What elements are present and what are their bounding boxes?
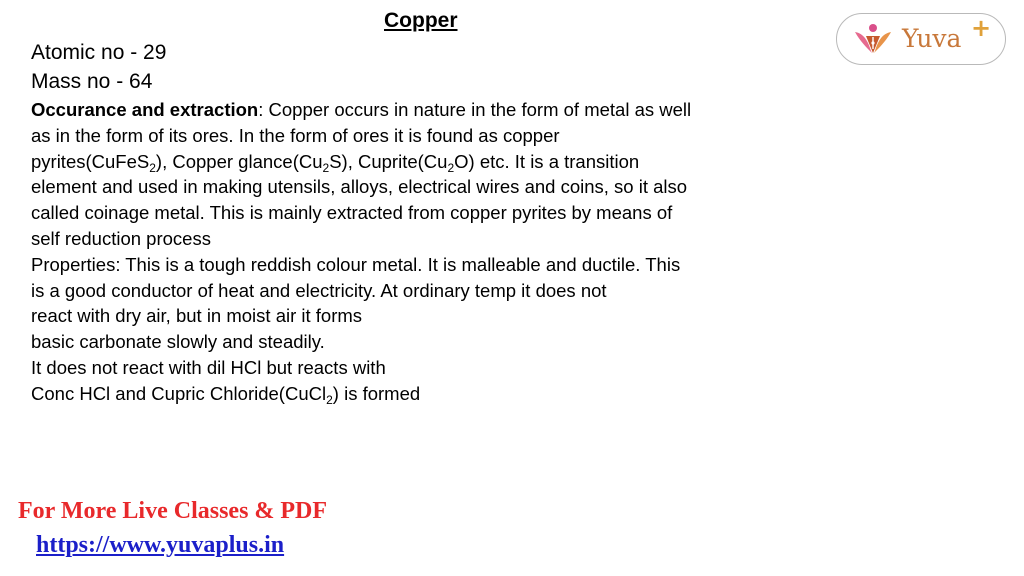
properties-line-4: basic carbonate slowly and steadily. — [31, 331, 325, 353]
atomic-number: Atomic no - 29 — [31, 41, 167, 64]
logo-wordmark: Yuva — [902, 24, 962, 53]
content-body — [31, 97, 806, 407]
page-title: Copper — [384, 9, 458, 32]
logo-plus-sign: + — [971, 14, 992, 42]
occurrence-line-4: element and used in making utensils, alloys, electrical wires and coins, so it also — [31, 176, 688, 198]
pen-nib-person-icon — [851, 23, 895, 55]
properties-line-5: It does not react with dil HCl but reacts with — [31, 356, 386, 378]
footer-promo-text: For More Live Classes & PDF — [18, 498, 328, 524]
properties-line-6: Conc HCl and Cupric Chloride(CuCl$_2$) is formed — [31, 382, 421, 407]
occurrence-line-6: self reduction process — [31, 227, 211, 249]
mass-number: Mass no - 64 — [31, 70, 153, 93]
properties-line-3: react with dry air, but in moist air it forms — [31, 305, 363, 327]
occurrence-line-5: called coinage metal. This is mainly extracted from copper pyrites by means of — [31, 202, 673, 224]
properties-line-1: Properties: This is a tough reddish colour metal. It is malleable and ductile. This — [31, 253, 681, 275]
occurrence-heading: Occurance and extraction — [31, 99, 259, 120]
occurrence-line-3: pyrites(CuFeS$_2$), Copper $glance(Cu_2S)$, $Cuprite(Cu_2O)$ etc. It is a transition — [31, 150, 640, 175]
occurrence-line-2: as in the form of its ores. In the form of ores it is found as copper — [31, 124, 560, 146]
yuva-plus-logo[interactable] — [836, 13, 1006, 65]
properties-line-2: is a good conductor of heat and electricity. At ordinary temp it does not — [31, 279, 607, 301]
footer-website-link[interactable]: https://www.yuvaplus.in — [36, 532, 285, 558]
occurrence-line-1: Occurance and extraction: Copper occurs in nature in the form of metal as well — [31, 99, 692, 120]
